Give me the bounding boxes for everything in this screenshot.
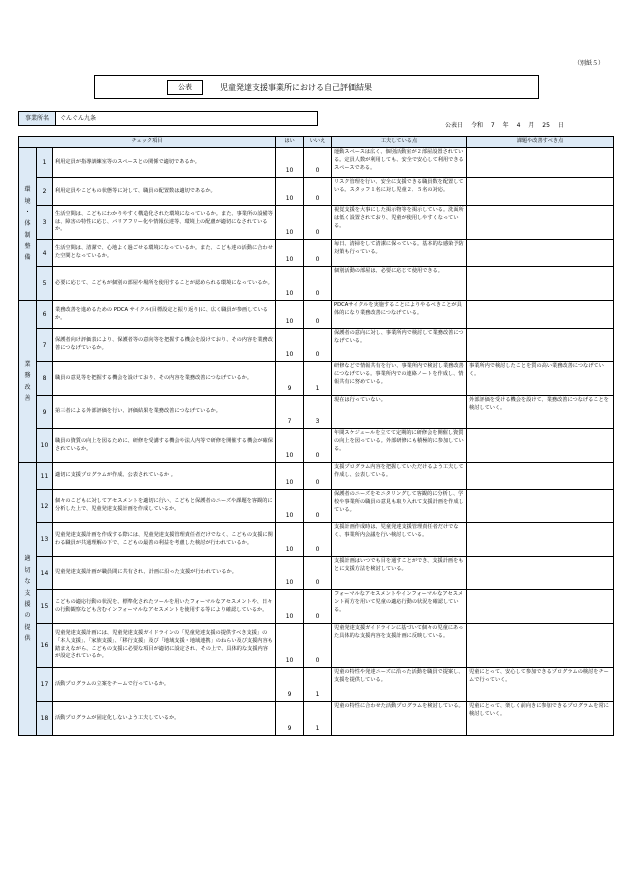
yes-count: 10 [276, 429, 304, 463]
attachment-label: （別紙５） [574, 60, 605, 67]
row-number: 11 [37, 463, 53, 490]
effort-text: 運動スペースは広く、個別活動室が２部屋設置されている。定員人数が利用しても、安全で安心して利用できるスペースである。 [332, 148, 467, 178]
date-day: 25 [542, 122, 550, 129]
date-label: 公表日 [445, 122, 464, 129]
date-day-unit: 日 [557, 122, 564, 129]
yes-count: 9 [276, 702, 304, 736]
row-number: 14 [37, 557, 53, 590]
table-row [19, 463, 614, 490]
check-item: 活動プログラムの立案をチームで行っているか。 [53, 668, 276, 702]
table-row [19, 301, 614, 329]
issue-text [467, 429, 614, 463]
effort-text: 視覚支援を大事にした掲示物等を掲示している。洗面所は低く設置されており、児童が使用しやすくなっている。 [332, 206, 467, 240]
evaluation-table [18, 136, 614, 736]
effort-text: 保護者の意向に対し、事業所内で検討して業務改善につなげている。 [332, 329, 467, 362]
row-number: 8 [37, 362, 53, 396]
table-row [19, 148, 614, 178]
issue-text [467, 624, 614, 668]
check-item: 児童発達支援計画には、児童発達支援ガイドラインの「児童発達支援の提供すべき支援」の「本人支援」、「家族支援」、「移行支援」及び「地域支援・地域連携」のねらい及び支援内容も踏まえながら、こどもの支援に必要な項目が適切に設定され、その上で、具体的な支援内容が設定されているか。 [53, 624, 276, 668]
issue-text [467, 523, 614, 557]
category-char: 改 [24, 383, 31, 391]
date-month: 4 [516, 122, 521, 129]
check-item: 生活空間は、こどもにわかりやすく構造化された環境になっているか。また、事業所の設備等は、障害の特性に応じ、バリアフリー化や情報伝達等、環境上の配慮が適切になされているか。 [53, 206, 276, 240]
issue-text: 事業所内で検討したことを質の高い業務改善につなげていく。 [467, 362, 614, 396]
effort-text: PDCAサイクルを実施することによりやるべきことが具体的になり業務改善につなげている。 [332, 301, 467, 329]
effort-text: 児童の特性や発達ニーズに沿った活動を職員で提案し、支援を提供している。 [332, 668, 467, 702]
effort-text: リスク管理を行い、安全に支援できる職員数を配置している。スタッフ１名に対し児童２．５名の対応。 [332, 178, 467, 206]
issue-text [467, 148, 614, 178]
table-row [19, 396, 614, 429]
yes-count: 9 [276, 668, 304, 702]
effort-text: 児童発達支援ガイドラインに基づいて個々の児童にあった具体的な支援内容を支援計画に反映している。 [332, 624, 467, 668]
issue-text: 外部評価を受ける機会を設けて、業務改善につなげることを検討していく。 [467, 396, 614, 429]
effort-text: 支援計画はいつでも目を通すことができ、支援計画をもとに支援方法を検討している。 [332, 557, 467, 590]
yes-count: 10 [276, 624, 304, 668]
yes-count: 7 [276, 396, 304, 429]
issue-text: 児童にとって、楽しく前向きに参加できるプログラムを常に検討していく。 [467, 702, 614, 736]
header-check: チェック項目 [19, 137, 276, 148]
category-char: 整 [24, 243, 31, 251]
yes-count: 10 [276, 590, 304, 624]
row-number: 4 [37, 240, 53, 267]
check-item: 職員の資質の向上を図るために、研修を受講する機会や法人内等で研修を開催する機会が確保されているか。 [53, 429, 276, 463]
table-row [19, 240, 614, 267]
category-char: 体 [24, 220, 31, 228]
check-item: 保護者向け評価表により、保護者等の意向等を把握する機会を設けており、その内容を業務改善につなげているか。 [53, 329, 276, 362]
date-era: 令和 [470, 122, 483, 129]
category-char: 備 [24, 254, 31, 262]
row-number: 13 [37, 523, 53, 557]
check-item: 児童発達支援計画を作成する際には、児童発達支援管理責任者だけでなく、こどもの支援に関わる職員が共通理解の下で、こどもの最善の利益を考慮した検討が行われているか。 [53, 523, 276, 557]
issue-text [467, 178, 614, 206]
check-item: 児童発達支援計画が職員間に共有され、計画に沿った支援が行われているか。 [53, 557, 276, 590]
check-item: 必要に応じて、こどもが個別の部屋や場所を使用することが認められる環境になっているか。 [53, 267, 276, 301]
no-count: 0 [304, 463, 332, 490]
header-effort: 工夫している点 [332, 137, 467, 148]
no-count: 0 [304, 590, 332, 624]
no-count: 1 [304, 702, 332, 736]
effort-text: 保護者のニーズをモニタリングして客観的に分析し、学校や事業所の職員の意見も取り入れて支援計画を作成している。 [332, 490, 467, 523]
no-count: 3 [304, 396, 332, 429]
no-count: 1 [304, 362, 332, 396]
table-row [19, 523, 614, 557]
effort-text: 個別活動の部屋は、必要に応じて使用できる。 [332, 267, 467, 301]
header-issue: 課題や改善すべき点 [467, 137, 614, 148]
row-number: 9 [37, 396, 53, 429]
yes-count: 10 [276, 329, 304, 362]
effort-text: 支援プログラム内容を把握していただけるよう工夫して作成し、公表している。 [332, 463, 467, 490]
row-number: 7 [37, 329, 53, 362]
category-cell [19, 148, 37, 301]
effort-text: フォーマルなアセスメントやインフォーマルなアセスメント両方を用いて児童の適応行動の状況を確認している。 [332, 590, 467, 624]
row-number: 18 [37, 702, 53, 736]
yes-count: 10 [276, 240, 304, 267]
row-number: 10 [37, 429, 53, 463]
no-count: 0 [304, 240, 332, 267]
yes-count: 10 [276, 557, 304, 590]
header-no: いいえ [304, 137, 332, 148]
row-number: 16 [37, 624, 53, 668]
check-item: こどもの適応行動の状況を、標準化されたツールを用いたフォーマルなアセスメントや、日々の行動観察なども含むインフォーマルなアセスメントを使用する等により確認しているか。 [53, 590, 276, 624]
check-item: 生活空間は、清潔で、心地よく過ごせる環境になっているか。また、こども達の活動に合わせた空間となっているか。 [53, 240, 276, 267]
issue-text [467, 329, 614, 362]
row-number: 15 [37, 590, 53, 624]
yes-count: 10 [276, 178, 304, 206]
no-count: 0 [304, 523, 332, 557]
category-char: ・ [24, 208, 31, 216]
issue-text [467, 590, 614, 624]
no-count: 0 [304, 490, 332, 523]
date-year: 7 [490, 122, 495, 129]
category-char: 適 [24, 555, 31, 563]
effort-text: 年間スケジュールを立てて定期的に研修会を開催し資質の向上を図っている。外部研修にも積極的に参加している。 [332, 429, 467, 463]
no-count: 0 [304, 301, 332, 329]
category-char: 環 [24, 186, 31, 194]
issue-text [467, 490, 614, 523]
table-row [19, 429, 614, 463]
no-count: 0 [304, 267, 332, 301]
check-item: 活動プログラムが固定化しないよう工夫しているか。 [53, 702, 276, 736]
effort-text: 毎日、清掃をして清潔に保っている。基本的な感染予防対策も行っている。 [332, 240, 467, 267]
yes-count: 10 [276, 267, 304, 301]
no-count: 0 [304, 178, 332, 206]
issue-text [467, 240, 614, 267]
check-item: 個々のこどもに対してアセスメントを適切に行い、こどもと保護者のニーズや課題を客観的に分析した上で、児童発達支援計画を作成しているか。 [53, 490, 276, 523]
row-number: 5 [37, 267, 53, 301]
row-number: 17 [37, 668, 53, 702]
table-header-row [19, 137, 614, 148]
public-label: 公表 [167, 80, 203, 95]
table-row [19, 668, 614, 702]
row-number: 2 [37, 178, 53, 206]
no-count: 0 [304, 557, 332, 590]
table-row [19, 267, 614, 301]
date-year-unit: 年 [502, 122, 509, 129]
category-char: 援 [24, 601, 31, 608]
category-cell [19, 463, 37, 736]
category-char: 提 [24, 623, 31, 631]
effort-text: 支援計画作成時は、児童発達支援管理責任者だけでなく、事業所内会議を行い検討している。 [332, 523, 467, 557]
office-name: ぐんぐん九条 [56, 111, 318, 126]
no-count: 0 [304, 429, 332, 463]
check-item: 適切に支援プログラムが作成、公表されているか 。 [53, 463, 276, 490]
category-char: 善 [24, 394, 31, 402]
yes-count: 10 [276, 463, 304, 490]
issue-text [467, 557, 614, 590]
effort-text: 児童の特性に合わせた活動プログラムを検討している。 [332, 702, 467, 736]
table-row [19, 329, 614, 362]
yes-count: 10 [276, 148, 304, 178]
yes-count: 10 [276, 301, 304, 329]
date-month-unit: 月 [528, 122, 535, 129]
no-count: 0 [304, 206, 332, 240]
office-label: 事業所名 [18, 111, 56, 126]
row-number: 3 [37, 206, 53, 240]
issue-text [467, 463, 614, 490]
check-item: 利用定員やこどもの状態等に対して、職員の配置数は適切であるか。 [53, 178, 276, 206]
document-title: 児童発達支援事業所における自己評価結果 [220, 83, 372, 92]
category-char: 供 [24, 635, 31, 643]
category-char: の [24, 612, 31, 620]
yes-count: 10 [276, 523, 304, 557]
category-char: 支 [24, 589, 31, 597]
publish-date [445, 120, 570, 129]
category-char: 制 [24, 231, 31, 239]
table-row [19, 557, 614, 590]
issue-text [467, 267, 614, 301]
category-char: 境 [24, 197, 31, 205]
yes-count: 10 [276, 490, 304, 523]
issue-text: 児童にとって、安心して参加できるプログラムの検討をチームで行っていく。 [467, 668, 614, 702]
table-row [19, 624, 614, 668]
yes-count: 9 [276, 362, 304, 396]
check-item: 利用定員が指導訓練室等のスペースとの関係で適切であるか。 [53, 148, 276, 178]
table-row [19, 362, 614, 396]
effort-text: 研修などで情報共有を行い、事業所内で検討し業務改善につなげている。事業所内での連絡ノートを作成し、情報共有に努めている。 [332, 362, 467, 396]
row-number: 1 [37, 148, 53, 178]
title-box [94, 75, 539, 99]
yes-count: 10 [276, 206, 304, 240]
issue-text [467, 301, 614, 329]
table-row [19, 178, 614, 206]
no-count: 0 [304, 148, 332, 178]
table-row [19, 206, 614, 240]
no-count: 0 [304, 624, 332, 668]
category-char: な [24, 578, 31, 586]
check-item: 第三者による外部評価を行い、評価結果を業務改善につなげているか。 [53, 396, 276, 429]
no-count: 1 [304, 668, 332, 702]
issue-text [467, 206, 614, 240]
table-row [19, 702, 614, 736]
no-count: 0 [304, 329, 332, 362]
table-row [19, 490, 614, 523]
row-number: 6 [37, 301, 53, 329]
header-yes: はい [276, 137, 304, 148]
category-char: 業 [24, 360, 31, 368]
row-number: 12 [37, 490, 53, 523]
category-char: 務 [24, 372, 31, 380]
category-cell [19, 301, 37, 463]
table-row [19, 590, 614, 624]
check-item: 業務改善を進めるための PDCA サイクル(目標設定と振り返り)に、広く職員が参画しているか。 [53, 301, 276, 329]
check-item: 職員の意見等を把握する機会を設けており、その内容を業務改善につなげているか。 [53, 362, 276, 396]
category-char: 切 [24, 566, 31, 574]
effort-text: 現在は行っていない。 [332, 396, 467, 429]
